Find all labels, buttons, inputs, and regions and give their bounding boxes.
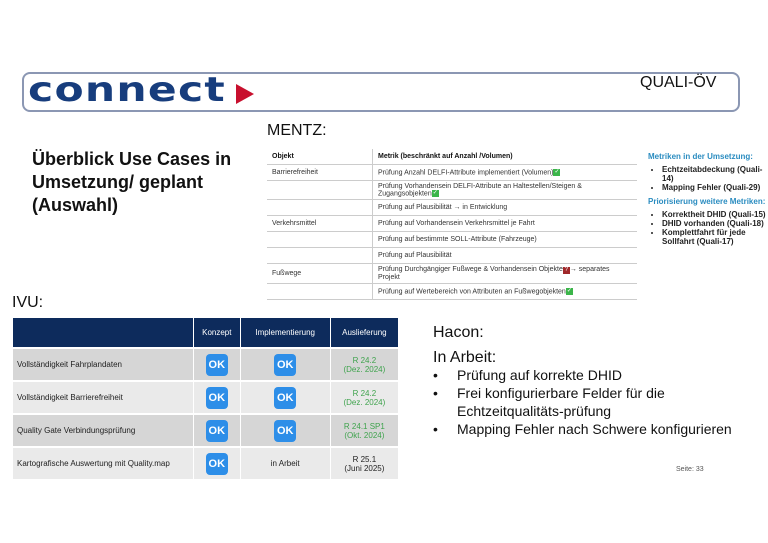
konzept-cell bbox=[194, 381, 241, 414]
object-cell bbox=[267, 200, 373, 216]
check-icon: ✓ bbox=[566, 288, 572, 295]
usecase-name: Vollständigkeit Barrierefreiheit bbox=[13, 381, 194, 414]
metric-text: Prüfung auf Vorhandensein Verkehrsmittel je Fahrt bbox=[378, 220, 535, 228]
metric-text: Prüfung auf Plausibilität → in Entwicklung bbox=[378, 204, 508, 212]
section-heading: Metriken in der Umsetzung: bbox=[648, 152, 753, 161]
ok-badge-icon: OK bbox=[206, 354, 228, 376]
table-row bbox=[13, 414, 399, 447]
release-date: (Okt. 2024) bbox=[344, 430, 385, 440]
table-row bbox=[267, 216, 637, 232]
impl-cell bbox=[240, 381, 330, 414]
object-cell bbox=[267, 248, 373, 264]
mentz-label: MENTZ: bbox=[267, 122, 327, 139]
metric-item: • Mapping Fehler (Quali-29) bbox=[662, 183, 766, 192]
check-icon: ✓ bbox=[554, 168, 560, 175]
konzept-cell bbox=[194, 447, 241, 479]
ok-badge-icon: OK bbox=[206, 387, 228, 409]
release-version: R 24.2 bbox=[352, 355, 377, 365]
table-row bbox=[267, 248, 637, 264]
check-icon: ✓ bbox=[432, 190, 438, 196]
metric-cell bbox=[373, 284, 638, 300]
metric-text: Prüfung Vorhandensein DELFI-Attribute an Haltestellen/Steigen & Zugangsobjekten bbox=[378, 183, 582, 198]
question-icon: ? bbox=[564, 267, 569, 274]
mentz-table bbox=[267, 149, 637, 300]
table-row bbox=[13, 381, 399, 414]
connect-logo: connect bbox=[28, 70, 226, 110]
metric-cell bbox=[373, 200, 638, 216]
impl-cell bbox=[240, 348, 330, 381]
usecase-name: Quality Gate Verbindungsprüfung bbox=[13, 414, 194, 447]
col-header: Implementierung bbox=[240, 318, 330, 348]
table-row bbox=[267, 284, 637, 300]
logo-triangle-icon bbox=[236, 84, 254, 104]
object-cell: Barrierefreiheit bbox=[267, 165, 373, 181]
ok-badge-icon: OK bbox=[206, 453, 228, 475]
metric-cell bbox=[373, 232, 638, 248]
object-cell bbox=[267, 284, 373, 300]
ok-badge-icon: OK bbox=[274, 354, 296, 376]
hacon-sublabel: In Arbeit: bbox=[433, 349, 497, 366]
release-version: R 24.2 bbox=[352, 388, 377, 398]
release-cell bbox=[330, 381, 398, 414]
table-row bbox=[13, 447, 399, 479]
impl-cell bbox=[240, 414, 330, 447]
metric-cell bbox=[373, 248, 638, 264]
metric-item: • DHID vorhanden (Quali-18) bbox=[662, 219, 766, 228]
release-date: (Dez. 2024) bbox=[343, 364, 386, 374]
slide-title: Überblick Use Cases in Umsetzung/ geplant (Auswahl) bbox=[32, 149, 232, 215]
metric-item: • Korrektheit DHID (Quali-15) bbox=[662, 210, 766, 219]
release-cell bbox=[330, 447, 398, 479]
ok-badge-icon: OK bbox=[274, 387, 296, 409]
metric-item: • Komplettfahrt für jede Sollfahrt (Quali-17) bbox=[662, 228, 766, 246]
metric-cell bbox=[373, 264, 638, 284]
usecase-name: Vollständigkeit Fahrplandaten bbox=[13, 348, 194, 381]
metric-cell bbox=[373, 216, 638, 232]
release-cell bbox=[330, 348, 398, 381]
release-date: (Dez. 2024) bbox=[343, 397, 386, 407]
col-header: Konzept bbox=[194, 318, 241, 348]
object-cell: Verkehrsmittel bbox=[267, 216, 373, 232]
hacon-section bbox=[433, 320, 496, 370]
list-item: • Prüfung auf korrekte DHID bbox=[433, 366, 763, 384]
status-text: in Arbeit bbox=[270, 459, 300, 468]
metric-suffix: → separates Projekt bbox=[378, 266, 610, 282]
impl-cell bbox=[240, 447, 330, 479]
ok-badge-icon: OK bbox=[206, 420, 228, 442]
col-header: Auslieferung bbox=[330, 318, 398, 348]
object-cell: Fußwege bbox=[267, 264, 373, 284]
col-header: Objekt bbox=[267, 149, 373, 165]
hacon-list bbox=[433, 366, 763, 438]
table-row bbox=[267, 165, 637, 181]
metric-text: Prüfung auf Wertebereich von Attributen an Fußwegobjekten bbox=[378, 288, 566, 296]
ivu-table bbox=[12, 318, 398, 479]
list-item: • Frei konfigurierbare Felder für die Echtzeitqualitäts-prüfung bbox=[433, 384, 763, 420]
release-cell bbox=[330, 414, 398, 447]
metric-cell bbox=[373, 165, 638, 181]
table-row bbox=[267, 232, 637, 248]
release-date: (Juni 2025) bbox=[344, 463, 385, 473]
hacon-label: Hacon: bbox=[433, 324, 484, 341]
metric-text: Prüfung auf bestimmte SOLL-Attribute (Fahrzeuge) bbox=[378, 236, 537, 244]
release-version: R 25.1 bbox=[352, 454, 377, 464]
metric-cell bbox=[373, 181, 638, 200]
table-row bbox=[267, 181, 637, 200]
section-heading: Priorisierung weitere Metriken: bbox=[648, 197, 766, 206]
metric-item: • Echtzeitabdeckung (Quali-14) bbox=[662, 165, 766, 183]
table-row bbox=[13, 348, 399, 381]
object-cell bbox=[267, 181, 373, 200]
metric-text: Prüfung auf Plausibilität bbox=[378, 252, 452, 260]
list-item: • Mapping Fehler nach Schwere konfigurieren bbox=[433, 420, 763, 438]
metric-text: Prüfung Durchgängiger Fußwege & Vorhandensein Objekte bbox=[378, 266, 563, 274]
col-header bbox=[13, 318, 194, 348]
ok-badge-icon: OK bbox=[274, 420, 296, 442]
usecase-name: Kartografische Auswertung mit Quality.map bbox=[13, 447, 194, 479]
release-version: R 24.1 SP1 bbox=[343, 421, 385, 431]
col-header: Metrik (beschränkt auf Anzahl /Volumen) bbox=[373, 149, 638, 165]
ivu-label: IVU: bbox=[12, 294, 44, 311]
table-row bbox=[267, 264, 637, 284]
page-number: Seite: 33 bbox=[676, 466, 704, 473]
table-row bbox=[267, 200, 637, 216]
konzept-cell bbox=[194, 348, 241, 381]
metric-text: Prüfung Anzahl DELFI-Attribute implementiert (Volumen) bbox=[378, 169, 554, 177]
project-title: QUALI-ÖV bbox=[640, 74, 717, 91]
mentz-metrics-panel bbox=[648, 152, 766, 251]
object-cell bbox=[267, 232, 373, 248]
konzept-cell bbox=[194, 414, 241, 447]
